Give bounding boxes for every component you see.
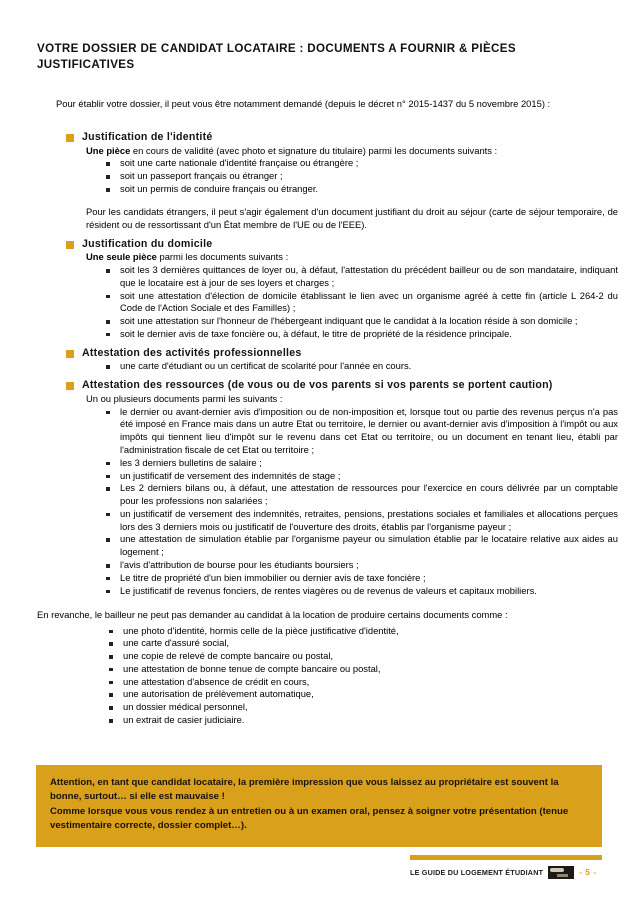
- list-item: Le justificatif de revenus fonciers, de rentes viagères ou de revenus de valeurs et capitaux mobiliers.: [104, 585, 618, 598]
- callout-line-2: Comme lorsque vous vous rendez à un entretien ou à un examen oral, pensez à soigner votre présentation (tenue vestimentaire correcte, dossier complet…).: [50, 805, 569, 832]
- list-item: le dernier ou avant-dernier avis d'imposition ou de non-imposition et, lorsque tout ou partie des revenus perçus n'a pas été imposé en France mais dans un autre Etat ou territoire, le dernier ou avant-dernier avis d'imposition à l'impôt ou aux impôts qui tiennent lieu d'impôt sur le revenu dans cet Etat ou territoire, ou un document en tenant lieu, établi par l'administration fiscale de cet Etat ou territoire ;: [104, 406, 618, 457]
- section-lead-text: parmi les documents suivants :: [156, 251, 289, 263]
- footer-title: LE GUIDE DU LOGEMENT ÉTUDIANT: [410, 867, 544, 877]
- page-footer: [410, 863, 610, 881]
- section-lead-text: en cours de validité (avec photo et signature du titulaire) parmi les documents suivants :: [130, 144, 498, 156]
- section-heading-label: Justification du domicile: [82, 237, 213, 250]
- section-lead: [86, 145, 618, 158]
- list-item: l'avis d'attribution de bourse pour les étudiants boursiers ;: [104, 559, 618, 572]
- prohibited-intro: En revanche, le bailleur ne peut pas demander au candidat à la location de produire certains documents comme :: [37, 609, 508, 621]
- section-heading-label: Attestation des ressources (de vous ou de vos parents si vos parents se portent caution): [82, 379, 553, 392]
- section-lead: [86, 393, 618, 406]
- list-item: soit une carte nationale d'identité française ou étrangère ;: [104, 157, 618, 170]
- list-item: une copie de relevé de compte bancaire ou postal,: [107, 650, 612, 663]
- section-heading: [66, 131, 618, 144]
- list-item: soit le dernier avis de taxe foncière ou, à défaut, le titre de propriété de la résidence principale.: [104, 328, 618, 341]
- section-lead-text: Un ou plusieurs documents parmi les suivants :: [86, 392, 283, 404]
- section-bullet-square-icon: [66, 134, 74, 142]
- list-item: une photo d'identité, hormis celle de la pièce justificative d'identité,: [107, 625, 612, 638]
- list-item: soit un passeport français ou étranger ;: [104, 170, 618, 183]
- sections-container: [0, 131, 638, 597]
- section-heading: [66, 379, 562, 392]
- prohibited-documents-block: [0, 608, 638, 726]
- section-bullet-square-icon: [66, 241, 74, 249]
- list-item: une attestation de simulation établie par l'organisme payeur ou simulation établie par le locataire relative aux aides au logement ;: [104, 533, 618, 559]
- section-lead-emphasis: Une pièce: [86, 144, 131, 156]
- document-section: [0, 347, 638, 373]
- document-section: [0, 238, 638, 341]
- section-heading-label: Attestation des activités professionnelles: [82, 346, 302, 359]
- section-bullet-square-icon: [66, 382, 74, 390]
- list-item: un extrait de casier judiciaire.: [107, 714, 612, 727]
- list-item: une carte d'étudiant ou un certificat de scolarité pour l'année en cours.: [104, 360, 618, 373]
- prohibited-list: [37, 625, 612, 727]
- list-item: Le titre de propriété d'un bien immobilier ou dernier avis de taxe foncière ;: [104, 572, 618, 585]
- intro-paragraph: Pour établir votre dossier, il peut vous être notamment demandé (depuis le décret n° 2015-1437 du 5 novembre 2015) :: [56, 98, 551, 110]
- list-item: soit les 3 dernières quittances de loyer ou, à défaut, l'attestation du précédent bailleur ou de son mandataire, indiquant que le locataire est à jour de ses loyers et charges ;: [104, 264, 618, 290]
- section-item-list: [82, 264, 618, 341]
- list-item: soit une attestation d'élection de domicile établissant le lien avec un organisme agréé à cette fin (article L 264-2 du Code de l'Action Sociale et des Familles) ;: [104, 290, 618, 316]
- section-paragraph: Pour les candidats étrangers, il peut s'agir également d'un document justifiant du droit au séjour (carte de séjour temporaire, de résident ou de ressortissant d'un État membre de l'UE ou de l'EEE).: [86, 205, 618, 231]
- document-section: [0, 379, 638, 597]
- document-section: [0, 131, 638, 232]
- document-body: [0, 131, 638, 727]
- list-item: une autorisation de prélèvement automatique,: [107, 688, 612, 701]
- section-item-list: [82, 157, 618, 195]
- section-heading: [66, 347, 618, 360]
- list-item: un dossier médical personnel,: [107, 701, 612, 714]
- section-lead-emphasis: Une seule pièce: [86, 251, 157, 263]
- list-item: une carte d'assuré social,: [107, 637, 612, 650]
- list-item: soit un permis de conduire français ou étranger.: [104, 183, 618, 196]
- attention-callout: [36, 765, 602, 847]
- callout-line-1: Attention, en tant que candidat locataire, la première impression que vous laissez au propriétaire est souvent la bonne, surtout… si elle est mauvaise !: [50, 777, 559, 803]
- list-item: un justificatif de versement des indemnités de stage ;: [104, 470, 618, 483]
- list-item: une attestation de bonne tenue de compte bancaire ou postal,: [107, 663, 612, 676]
- section-heading-label: Justification de l'identité: [82, 131, 213, 143]
- list-item: les 3 derniers bulletins de salaire ;: [104, 457, 618, 470]
- section-item-list: [82, 360, 618, 373]
- section-heading: [66, 238, 618, 251]
- page-number: - 5 -: [579, 867, 597, 877]
- publisher-logo-icon: [548, 866, 574, 879]
- section-bullet-square-icon: [66, 350, 74, 358]
- list-item: Les 2 derniers bilans ou, à défaut, une attestation de ressources pour l'exercice en cours délivrée par un comptable pour les professions non salariées ;: [104, 482, 618, 508]
- section-lead: [86, 251, 618, 264]
- list-item: une attestation d'absence de crédit en cours,: [107, 676, 612, 689]
- section-item-list: [82, 406, 618, 598]
- list-item: soit une attestation sur l'honneur de l'hébergeant indiquant que le candidat à la location réside à son domicile ;: [104, 315, 618, 328]
- footer-rule: [410, 855, 602, 860]
- list-item: un justificatif de versement des indemnités, retraites, pensions, prestations sociales et familiales et allocations perçues lors des 3 derniers mois ou justificatif de l'ouverture des droits, établis par l'organisme payeur ;: [104, 508, 618, 534]
- page-title: VOTRE DOSSIER DE CANDIDAT LOCATAIRE : DOCUMENTS A FOURNIR & PIÈCES JUSTIFICATIVES: [37, 41, 516, 72]
